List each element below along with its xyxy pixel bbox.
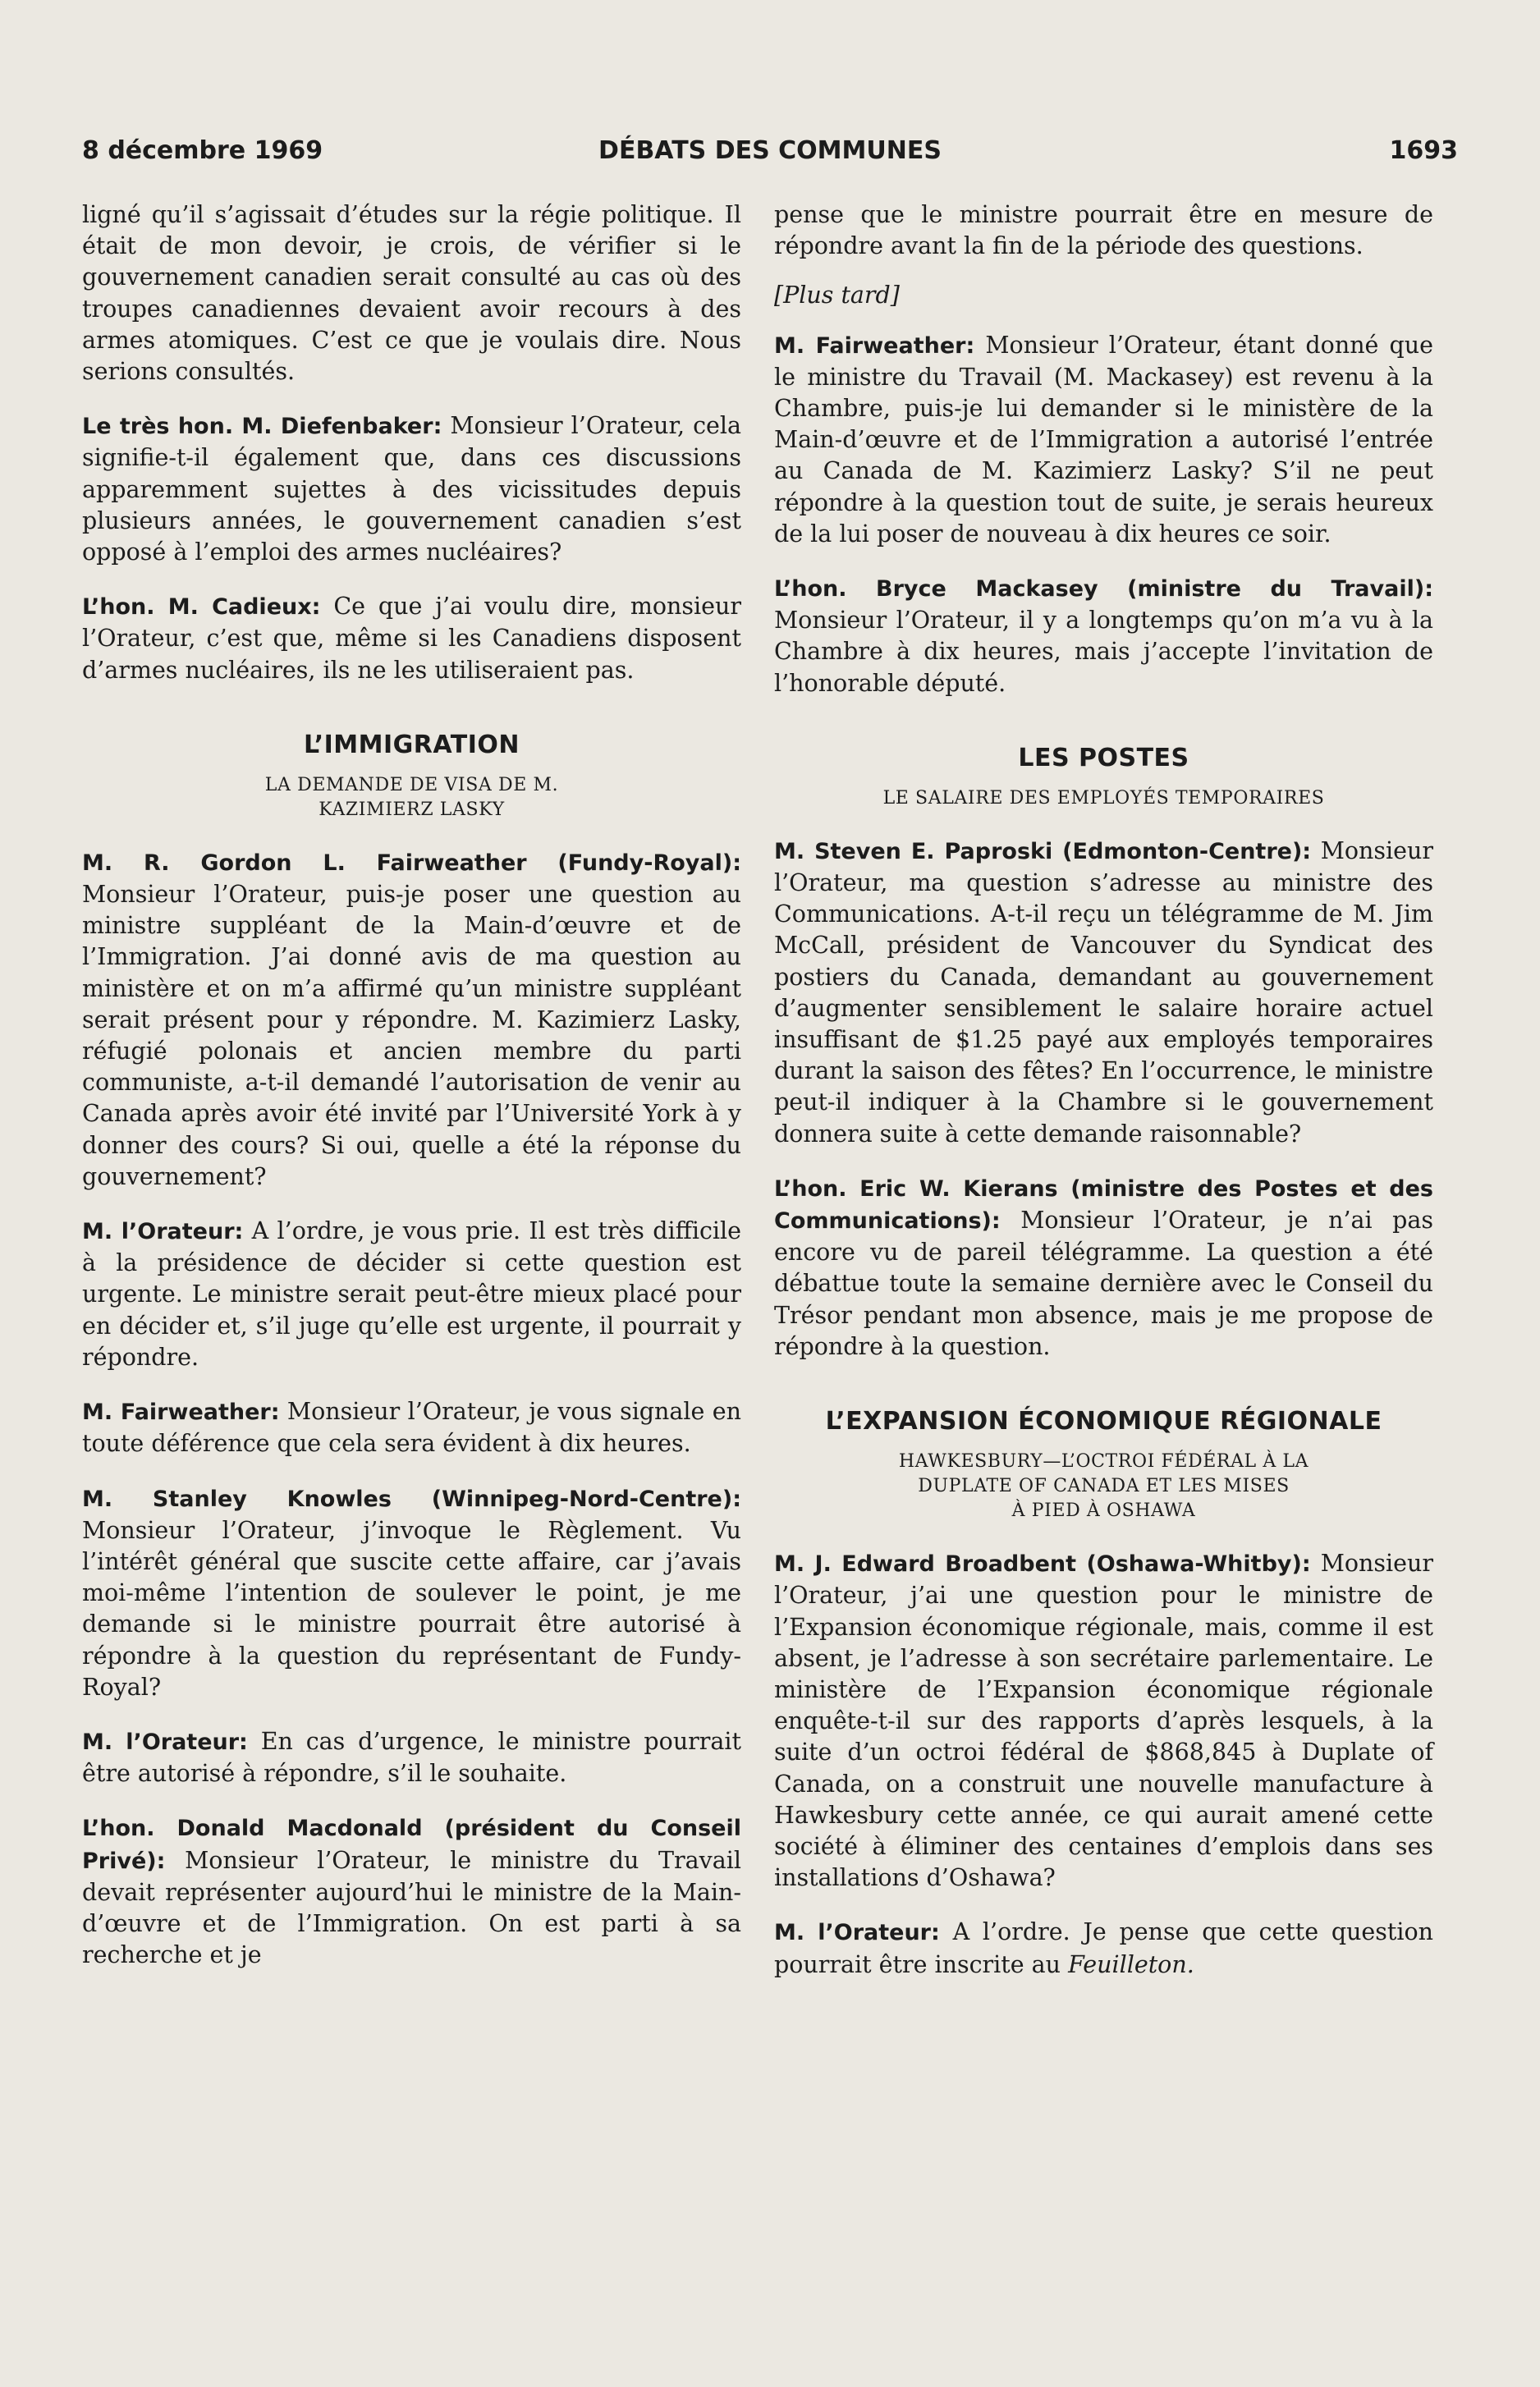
header-date: 8 décembre 1969 — [82, 136, 323, 165]
speaker-name: L’hon. Eric W. Kierans (ministre des Postes et des Communications): — [774, 1175, 1433, 1235]
paragraph: M. Stanley Knowles (Winnipeg-Nord-Centre): Monsieur l’Orateur, j’invoque le Règlement. Vu l’intérêt général que suscite cette affaire, car j’avais moi-même l’intention de soulever le point, je me demande si le ministre pourrait être autorisé à répondre à la question du représentant de Fundy-Royal? — [82, 1486, 741, 1701]
section-heading: L’IMMIGRATION — [304, 730, 520, 759]
paragraph: M. J. Edward Broadbent (Oshawa-Whitby): Monsieur l’Orateur, j’ai une question pour le ministre de l’Expansion économique régionale, mais, comme il est absent, je l’adresse à son secrétaire parlementaire. Le ministère de l’Expansion économique régionale enquête-t-il sur des rapports d’après lesquels, à la suite d’un octroi fédéral de $868,845 à Duplate of Canada, on a construit une nouvelle manufacture à Hawkesbury cette année, ce qui aurait amené cette société à éliminer des centaines d’emplois dans ses installations d’Oshawa? — [774, 1550, 1434, 1892]
speaker-name: M. l’Orateur: — [82, 1729, 248, 1755]
header-title: DÉBATS DES COMMUNES — [598, 136, 942, 165]
speaker-name: L’hon. Bryce Mackasey (ministre du Travail): — [774, 576, 1433, 602]
paragraph: Le très hon. M. Diefenbaker: Monsieur l’Orateur, cela signifie-t-il également que, dans ces discussions apparemment sujettes à des vicissitudes depuis plusieurs années, le gouvernement canadien s’est opposé à l’emploi des armes nucléaires? — [82, 412, 742, 566]
paragraph: L’hon. Bryce Mackasey (ministre du Travail): Monsieur l’Orateur, il y a longtemps qu’on m’a vu à la Chambre à dix heures, mais j’accepte l’invitation de l’honorable député. — [774, 576, 1433, 697]
page-number: 1693 — [1389, 136, 1458, 165]
paragraph: M. l’Orateur: A l’ordre. Je pense que cette question pourrait être inscrite au Feuilleton. — [774, 1918, 1434, 1978]
page-header — [82, 136, 1458, 176]
speaker-name: M. R. Gordon L. Fairweather (Fundy-Royal): — [82, 850, 741, 876]
section-heading: LES POSTES — [1018, 743, 1189, 772]
section-subheading: LE SALAIRE DES EMPLOYÉS TEMPORAIRES — [882, 787, 1325, 809]
later-marker: [Plus tard] — [774, 282, 900, 309]
paragraph: M. R. Gordon L. Fairweather (Fundy-Royal): Monsieur l’Orateur, puis-je poser une question au ministre suppléant de la Main-d’œuvre et de l’Immigration. J’ai donné avis de ma question au ministère et on m’a affirmé qu’un ministre suppléant serait présent pour y répondre. M. Kazimierz Lasky, réfugié polonais et ancien membre du parti communiste, a-t-il demandé l’autorisation de venir au Canada après avoir été invité par l’Université York à y donner des cours? Si oui, quelle a été la réponse du gouvernement? — [82, 850, 741, 1190]
speaker-name: M. Fairweather: — [774, 332, 975, 359]
speaker-name: M. Fairweather: — [82, 1400, 280, 1426]
speaker-name: M. J. Edward Broadbent (Oshawa-Whitby): — [774, 1551, 1311, 1578]
paragraph: L’hon. Donald Macdonald (président du Conseil Privé): Monsieur l’Orateur, le ministre du Travail devait représenter aujourd’hui le ministre de la Main-d’œuvre et de l’Immigration. On est parti à sa recherche et je — [82, 1816, 741, 1969]
paragraph: pense que le ministre pourrait être en mesure de répondre avant la fin de la période des questions. — [774, 201, 1433, 260]
speaker-name: L’hon. M. Cadieux: — [82, 594, 321, 621]
paragraph: L’hon. M. Cadieux: Ce que j’ai voulu dire, monsieur l’Orateur, c’est que, même si les Canadiens disposent d’armes nucléaires, ils ne les utiliseraient pas. — [82, 593, 741, 684]
speaker-name: M. Steven E. Paproski (Edmonton-Centre): — [774, 838, 1312, 864]
paragraph: M. Fairweather: Monsieur l’Orateur, je vous signale en toute déférence que cela sera évident à dix heures. — [82, 1398, 741, 1458]
speaker-name: M. l’Orateur: — [774, 1920, 940, 1946]
section-subheading: LA DEMANDE DE VISA DE M. KAZIMIERZ LASKY — [264, 774, 559, 820]
paragraph: M. Steven E. Paproski (Edmonton-Centre): Monsieur l’Orateur, ma question s’adresse au ministre des Communications. A-t-il reçu un télégramme de M. Jim McCall, président de Vancouver du Syndicat des postiers du Canada, demandant au gouvernement d’augmenter sensiblement le salaire horaire actuel insuffisant de $1.25 payé aux employés temporaires durant la saison des fêtes? En l’occurrence, le ministre peut-il indiquer à la Chambre si le gouvernement donnera suite à cette demande raisonnable? — [774, 836, 1434, 1148]
section-subheading: HAWKESBURY—L’OCTROI FÉDÉRAL À LA DUPLATE OF CANADA ET LES MISES À PIED À OSHAWA — [898, 1451, 1309, 1522]
speaker-name: L’hon. Donald Macdonald (président du Conseil Privé): — [82, 1816, 741, 1874]
section-heading: L’EXPANSION ÉCONOMIQUE RÉGIONALE — [825, 1407, 1382, 1436]
speaker-name: Le très hon. M. Diefenbaker: — [82, 414, 442, 440]
paragraph: L’hon. Eric W. Kierans (ministre des Postes et des Communications): Monsieur l’Orateur, je n’ai pas encore vu de pareil télégramme. La question a été débattue toute la semaine dernière avec le Conseil du Trésor pendant mon absence, mais je me propose de répondre à la question. — [774, 1175, 1433, 1360]
right-column — [774, 199, 1433, 2004]
paragraph: M. l’Orateur: En cas d’urgence, le ministre pourrait être autorisé à répondre, s’il le souhaite. — [82, 1727, 741, 1788]
paragraph: M. Fairweather: Monsieur l’Orateur, étant donné que le ministre du Travail (M. Mackasey) est revenu à la Chambre, puis-je lui demander si le ministère de la Main-d’œuvre et de l’Immigration a autorisé l’entrée au Canada de M. Kazimierz Lasky? S’il ne peut répondre à la question tout de suite, je serais heureux de la lui poser de nouveau à dix heures ce soir. — [774, 331, 1433, 547]
paragraph: M. l’Orateur: A l’ordre, je vous prie. Il est très difficile à la présidence de décider si cette question est urgente. Le ministre serait peut-être mieux placé pour en décider et, s’il juge qu’elle est urgente, il pourrait y répondre. — [82, 1217, 742, 1371]
left-column — [82, 199, 741, 1994]
speaker-name: M. l’Orateur: — [82, 1219, 244, 1245]
speaker-name: M. Stanley Knowles (Winnipeg-Nord-Centre): — [82, 1486, 741, 1512]
paragraph: ligné qu’il s’agissait d’études sur la régie politique. Il était de mon devoir, je crois, de vérifier si le gouvernement canadien serait consulté au cas où des troupes canadiennes devaient avoir recours à des armes atomiques. C’est ce que je voulais dire. Nous serions consultés. — [82, 201, 741, 386]
